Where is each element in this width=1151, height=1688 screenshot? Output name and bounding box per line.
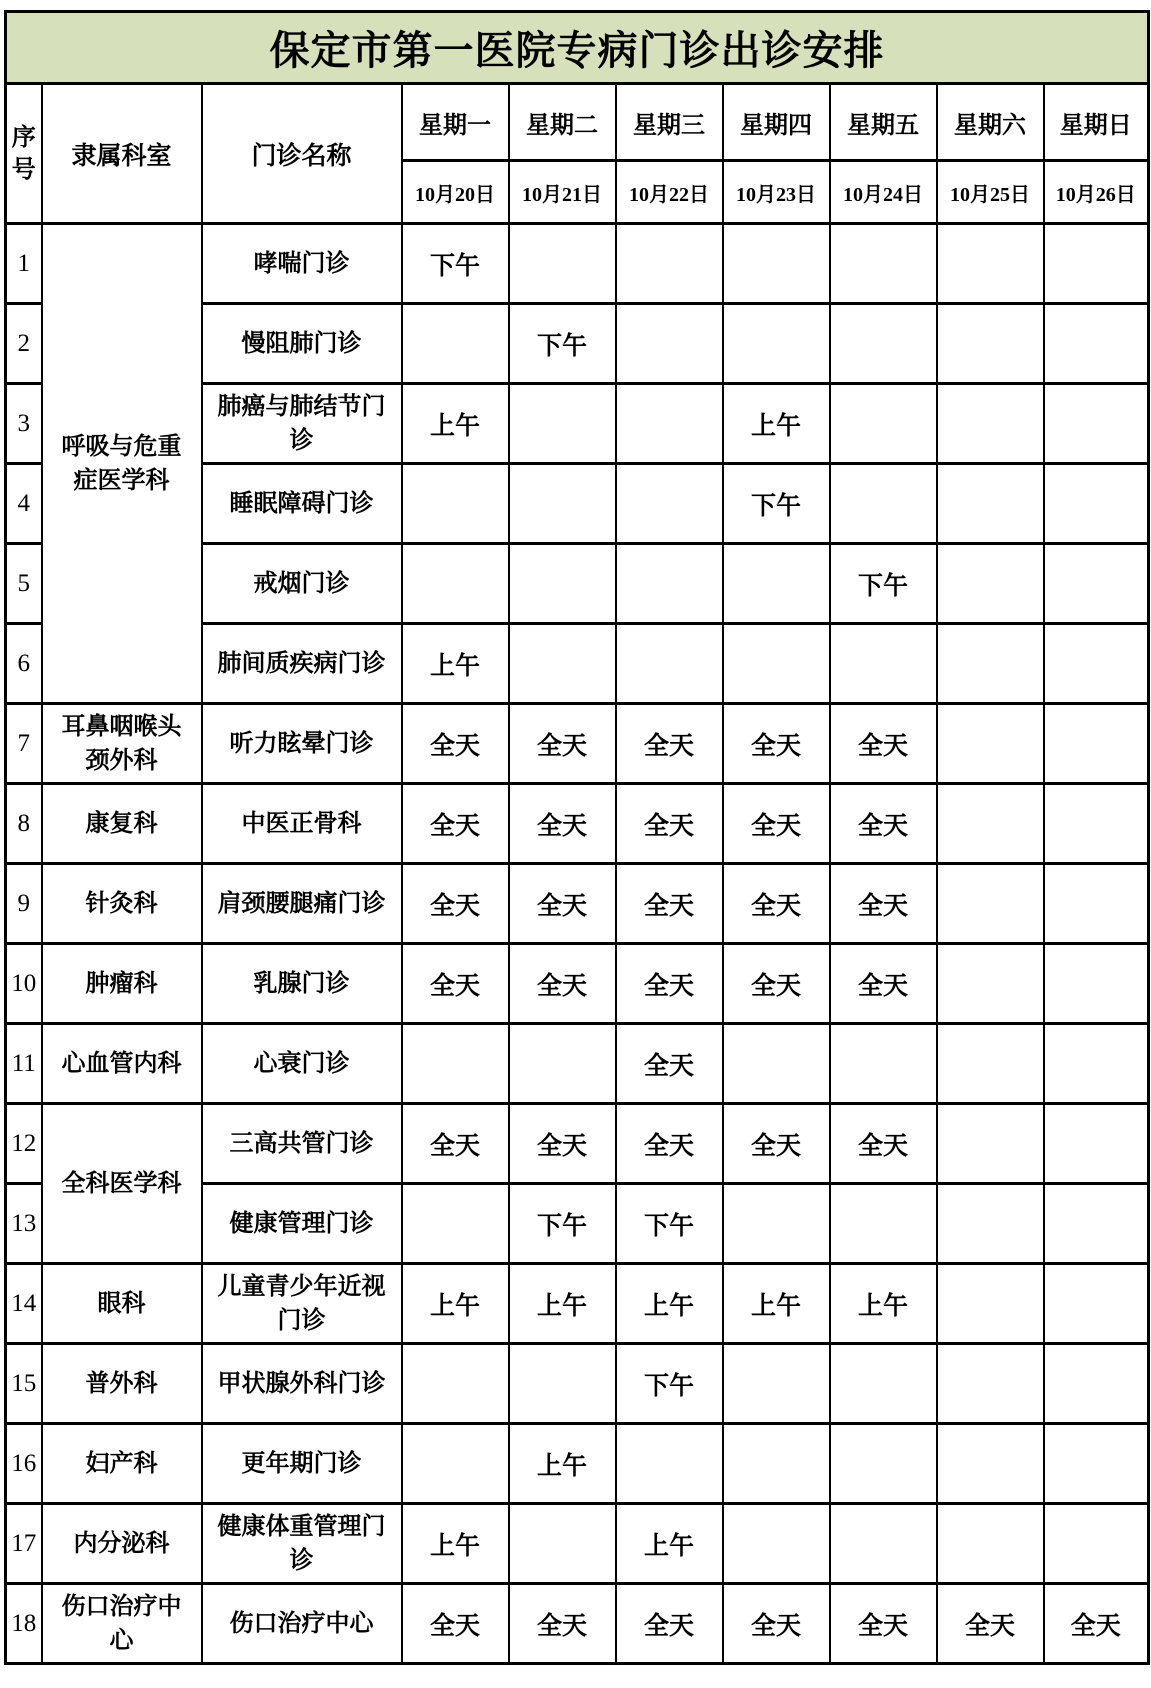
schedule-cell-empty [937, 544, 1044, 624]
schedule-cell-empty [723, 544, 830, 624]
schedule-cell-empty [937, 1024, 1044, 1104]
row-number: 14 [6, 1264, 42, 1344]
clinic-cell: 睡眠障碍门诊 [202, 464, 402, 544]
schedule-cell: 全天 [616, 1104, 723, 1184]
schedule-cell: 全天 [402, 784, 509, 864]
schedule-cell-empty [723, 1504, 830, 1584]
clinic-cell: 乳腺门诊 [202, 944, 402, 1024]
schedule-cell-empty [1044, 1184, 1149, 1264]
schedule-cell-empty [1044, 544, 1149, 624]
schedule-cell: 全天 [509, 1104, 616, 1184]
table-row-10 [6, 944, 1149, 1024]
schedule-cell: 下午 [402, 224, 509, 304]
schedule-cell-empty [1044, 384, 1149, 464]
table-row-14 [6, 1264, 1149, 1344]
header-row-weekdays [6, 84, 1149, 161]
schedule-cell-empty [616, 384, 723, 464]
schedule-cell-empty [723, 1344, 830, 1424]
header-date-tuesday: 10月21日 [509, 161, 616, 224]
schedule-cell: 全天 [616, 704, 723, 784]
department-cell: 妇产科 [42, 1424, 202, 1504]
clinic-cell: 肺癌与肺结节门诊 [202, 384, 402, 464]
schedule-cell-empty [937, 1504, 1044, 1584]
department-cell: 眼科 [42, 1264, 202, 1344]
row-number: 7 [6, 704, 42, 784]
header-date-monday: 10月20日 [402, 161, 509, 224]
schedule-cell-empty [937, 464, 1044, 544]
schedule-cell-empty [830, 624, 937, 704]
row-number: 11 [6, 1024, 42, 1104]
schedule-cell: 下午 [723, 464, 830, 544]
department-cell: 内分泌科 [42, 1504, 202, 1584]
table-row-18 [6, 1584, 1149, 1664]
clinic-cell: 哮喘门诊 [202, 224, 402, 304]
schedule-cell: 上午 [616, 1504, 723, 1584]
schedule-cell: 全天 [830, 944, 937, 1024]
department-cell: 伤口治疗中心 [42, 1584, 202, 1664]
row-number: 1 [6, 224, 42, 304]
schedule-cell: 下午 [616, 1344, 723, 1424]
clinic-cell: 伤口治疗中心 [202, 1584, 402, 1664]
table-row-11 [6, 1024, 1149, 1104]
schedule-cell: 全天 [402, 1104, 509, 1184]
schedule-cell-empty [509, 1504, 616, 1584]
header-no: 序号 [6, 84, 42, 224]
title-row [6, 12, 1149, 84]
row-number: 6 [6, 624, 42, 704]
department-cell: 呼吸与危重症医学科 [42, 224, 202, 704]
header-weekday-friday: 星期五 [830, 84, 937, 161]
schedule-cell-empty [1044, 1264, 1149, 1344]
schedule-cell-empty [509, 224, 616, 304]
page-title: 保定市第一医院专病门诊出诊安排 [6, 12, 1149, 84]
schedule-cell: 全天 [616, 784, 723, 864]
header-date-friday: 10月24日 [830, 161, 937, 224]
schedule-cell: 全天 [723, 784, 830, 864]
table-row-8 [6, 784, 1149, 864]
schedule-cell-empty [1044, 1024, 1149, 1104]
schedule-cell: 全天 [830, 704, 937, 784]
row-number: 16 [6, 1424, 42, 1504]
clinic-cell: 健康管理门诊 [202, 1184, 402, 1264]
schedule-cell: 上午 [616, 1264, 723, 1344]
schedule-cell: 全天 [402, 1584, 509, 1664]
schedule-cell-empty [1044, 1104, 1149, 1184]
schedule-cell-empty [937, 1184, 1044, 1264]
row-number: 3 [6, 384, 42, 464]
schedule-cell-empty [723, 1024, 830, 1104]
header-weekday-monday: 星期一 [402, 84, 509, 161]
schedule-cell-empty [723, 1184, 830, 1264]
row-number: 17 [6, 1504, 42, 1584]
schedule-cell: 全天 [723, 1584, 830, 1664]
schedule-cell: 全天 [616, 1584, 723, 1664]
clinic-cell: 肩颈腰腿痛门诊 [202, 864, 402, 944]
schedule-cell: 全天 [402, 944, 509, 1024]
schedule-cell-empty [937, 384, 1044, 464]
schedule-cell-empty [937, 224, 1044, 304]
schedule-cell-empty [1044, 784, 1149, 864]
schedule-cell: 下午 [509, 304, 616, 384]
schedule-cell-empty [830, 464, 937, 544]
header-date-thursday: 10月23日 [723, 161, 830, 224]
row-number: 13 [6, 1184, 42, 1264]
schedule-cell: 全天 [509, 704, 616, 784]
schedule-cell: 全天 [723, 704, 830, 784]
schedule-cell-empty [1044, 1504, 1149, 1584]
schedule-cell-empty [1044, 864, 1149, 944]
schedule-cell-empty [723, 1424, 830, 1504]
schedule-cell-empty [830, 1024, 937, 1104]
header-clinic: 门诊名称 [202, 84, 402, 224]
schedule-cell-empty [402, 1424, 509, 1504]
schedule-cell-empty [1044, 1424, 1149, 1504]
clinic-cell: 健康体重管理门诊 [202, 1504, 402, 1584]
schedule-cell: 全天 [830, 1104, 937, 1184]
schedule-cell-empty [1044, 944, 1149, 1024]
schedule-cell: 全天 [616, 1024, 723, 1104]
schedule-cell-empty [830, 224, 937, 304]
clinic-cell: 甲状腺外科门诊 [202, 1344, 402, 1424]
header-date-sunday: 10月26日 [1044, 161, 1149, 224]
header-weekday-tuesday: 星期二 [509, 84, 616, 161]
schedule-cell-empty [402, 544, 509, 624]
schedule-cell: 全天 [830, 864, 937, 944]
schedule-cell: 全天 [723, 944, 830, 1024]
table-row-9 [6, 864, 1149, 944]
schedule-cell: 全天 [402, 864, 509, 944]
schedule-cell-empty [1044, 1344, 1149, 1424]
schedule-cell: 全天 [830, 784, 937, 864]
schedule-cell-empty [937, 1424, 1044, 1504]
header-weekday-saturday: 星期六 [937, 84, 1044, 161]
schedule-cell-empty [509, 624, 616, 704]
department-cell: 普外科 [42, 1344, 202, 1424]
schedule-cell: 全天 [509, 944, 616, 1024]
table-row-7 [6, 704, 1149, 784]
schedule-cell-empty [937, 304, 1044, 384]
schedule-cell: 全天 [616, 944, 723, 1024]
schedule-cell: 上午 [402, 624, 509, 704]
row-number: 10 [6, 944, 42, 1024]
schedule-cell: 下午 [509, 1184, 616, 1264]
schedule-cell-empty [1044, 704, 1149, 784]
schedule-cell-empty [937, 704, 1044, 784]
header-department: 隶属科室 [42, 84, 202, 224]
schedule-cell-empty [1044, 464, 1149, 544]
schedule-cell: 全天 [616, 864, 723, 944]
schedule-cell: 上午 [509, 1424, 616, 1504]
schedule-cell-empty [830, 1184, 937, 1264]
schedule-cell-empty [1044, 224, 1149, 304]
department-cell: 心血管内科 [42, 1024, 202, 1104]
schedule-cell: 全天 [509, 784, 616, 864]
schedule-cell: 全天 [830, 1584, 937, 1664]
clinic-cell: 儿童青少年近视门诊 [202, 1264, 402, 1344]
schedule-cell: 全天 [937, 1584, 1044, 1664]
department-cell: 康复科 [42, 784, 202, 864]
table-row-1 [6, 224, 1149, 304]
schedule-cell-empty [937, 1344, 1044, 1424]
schedule-cell-empty [509, 1344, 616, 1424]
schedule-cell-empty [509, 544, 616, 624]
schedule-cell-empty [830, 304, 937, 384]
schedule-cell-empty [509, 1024, 616, 1104]
header-weekday-wednesday: 星期三 [616, 84, 723, 161]
schedule-cell-empty [616, 544, 723, 624]
schedule-cell: 上午 [402, 1504, 509, 1584]
schedule-cell-empty [616, 1424, 723, 1504]
schedule-cell-empty [937, 624, 1044, 704]
schedule-cell: 全天 [509, 864, 616, 944]
schedule-cell-empty [937, 944, 1044, 1024]
schedule-cell-empty [937, 864, 1044, 944]
clinic-cell: 三高共管门诊 [202, 1104, 402, 1184]
schedule-table [4, 10, 1150, 1665]
schedule-cell-empty [616, 464, 723, 544]
clinic-cell: 听力眩晕门诊 [202, 704, 402, 784]
table-row-15 [6, 1344, 1149, 1424]
clinic-cell: 肺间质疾病门诊 [202, 624, 402, 704]
schedule-cell: 全天 [723, 1104, 830, 1184]
clinic-cell: 更年期门诊 [202, 1424, 402, 1504]
header-date-wednesday: 10月22日 [616, 161, 723, 224]
schedule-cell-empty [723, 624, 830, 704]
schedule-cell: 全天 [723, 864, 830, 944]
schedule-cell-empty [402, 1184, 509, 1264]
header-weekday-thursday: 星期四 [723, 84, 830, 161]
department-cell: 肿瘤科 [42, 944, 202, 1024]
row-number: 2 [6, 304, 42, 384]
schedule-cell-empty [402, 464, 509, 544]
schedule-cell: 全天 [509, 1584, 616, 1664]
schedule-cell: 上午 [402, 384, 509, 464]
department-cell: 针灸科 [42, 864, 202, 944]
schedule-cell-empty [509, 384, 616, 464]
department-cell: 全科医学科 [42, 1104, 202, 1264]
row-number: 5 [6, 544, 42, 624]
schedule-cell: 上午 [509, 1264, 616, 1344]
schedule-cell: 下午 [830, 544, 937, 624]
schedule-cell: 上午 [402, 1264, 509, 1344]
header-weekday-sunday: 星期日 [1044, 84, 1149, 161]
schedule-cell-empty [830, 1344, 937, 1424]
schedule-cell-empty [616, 224, 723, 304]
schedule-cell-empty [402, 304, 509, 384]
schedule-cell-empty [937, 1264, 1044, 1344]
schedule-cell-empty [723, 304, 830, 384]
clinic-cell: 中医正骨科 [202, 784, 402, 864]
schedule-cell: 全天 [1044, 1584, 1149, 1664]
schedule-cell: 上午 [723, 384, 830, 464]
table-row-12 [6, 1104, 1149, 1184]
row-number: 9 [6, 864, 42, 944]
clinic-cell: 慢阻肺门诊 [202, 304, 402, 384]
schedule-cell: 上午 [723, 1264, 830, 1344]
table-row-16 [6, 1424, 1149, 1504]
schedule-cell-empty [616, 304, 723, 384]
table-row-17 [6, 1504, 1149, 1584]
schedule-cell-empty [616, 624, 723, 704]
schedule-cell-empty [830, 1424, 937, 1504]
schedule-cell-empty [937, 1104, 1044, 1184]
row-number: 18 [6, 1584, 42, 1664]
schedule-cell: 上午 [830, 1264, 937, 1344]
clinic-cell: 戒烟门诊 [202, 544, 402, 624]
clinic-cell: 心衰门诊 [202, 1024, 402, 1104]
schedule-cell-empty [723, 224, 830, 304]
schedule-cell-empty [937, 784, 1044, 864]
schedule-cell-empty [402, 1344, 509, 1424]
department-cell: 耳鼻咽喉头颈外科 [42, 704, 202, 784]
schedule-cell-empty [830, 384, 937, 464]
schedule-cell-empty [402, 1024, 509, 1104]
schedule-cell: 全天 [402, 704, 509, 784]
row-number: 4 [6, 464, 42, 544]
schedule-cell-empty [830, 1504, 937, 1584]
schedule-cell-empty [509, 464, 616, 544]
schedule-cell-empty [1044, 624, 1149, 704]
schedule-body [6, 224, 1149, 1664]
row-number: 8 [6, 784, 42, 864]
row-number: 15 [6, 1344, 42, 1424]
header-date-saturday: 10月25日 [937, 161, 1044, 224]
row-number: 12 [6, 1104, 42, 1184]
schedule-cell-empty [1044, 304, 1149, 384]
schedule-cell: 下午 [616, 1184, 723, 1264]
